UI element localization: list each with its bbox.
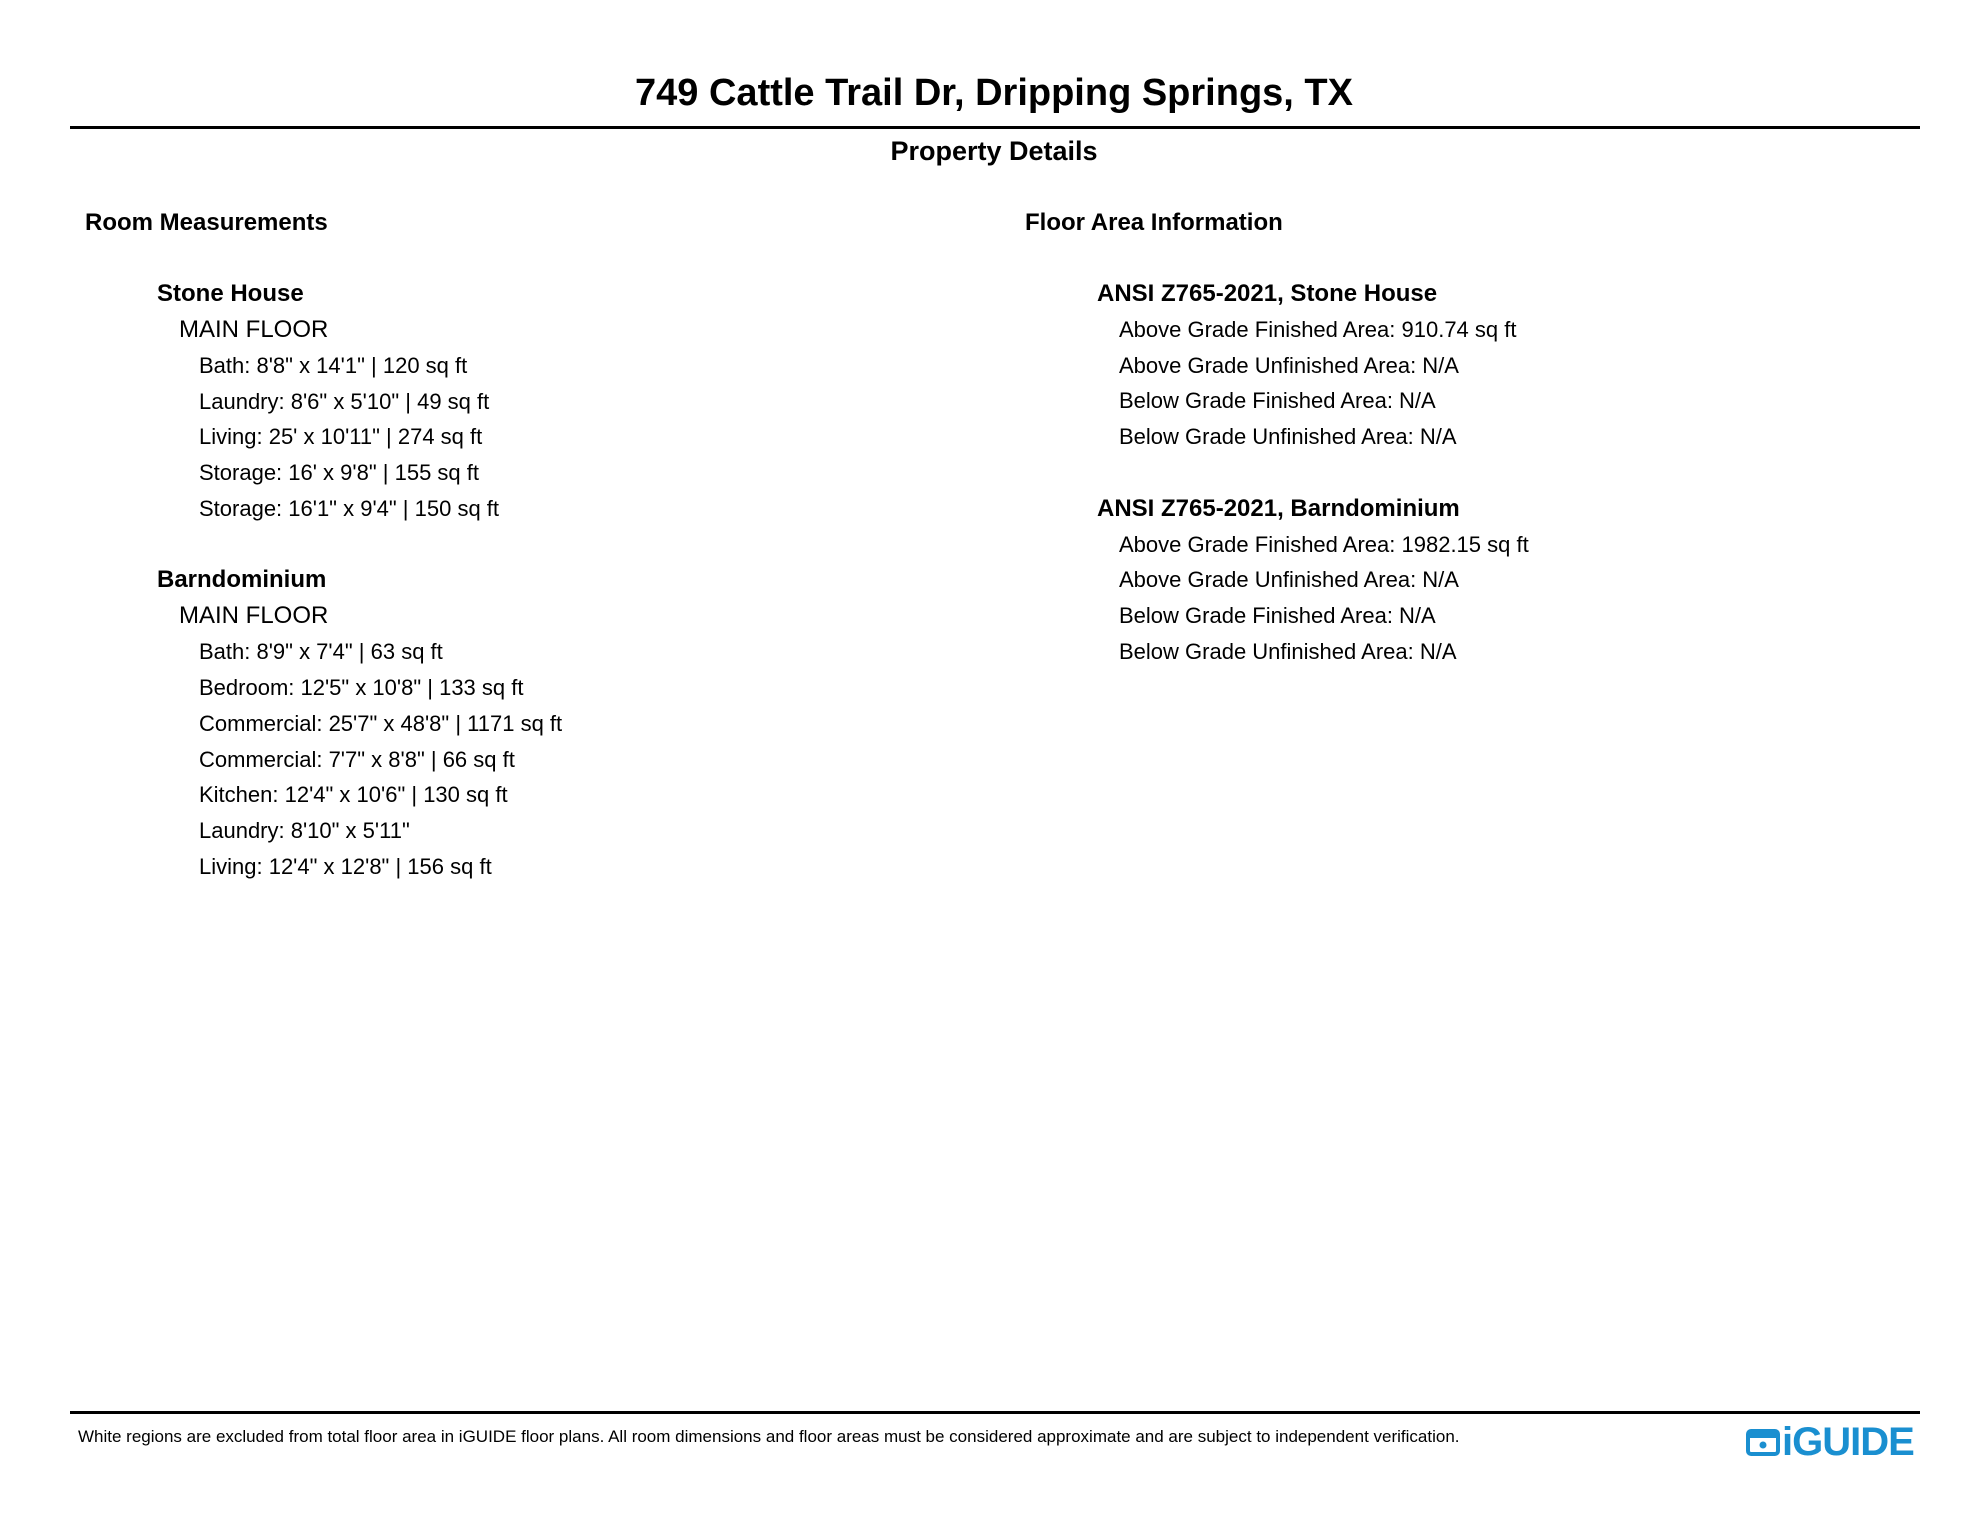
ansi-group-heading: ANSI Z765-2021, Stone House — [1097, 280, 1438, 307]
room-row: Storage: 16'1" x 9'4" | 150 sq ft — [199, 495, 500, 521]
floor-area-section — [1025, 206, 1529, 706]
room-list — [85, 348, 562, 526]
area-list — [1025, 312, 1529, 455]
area-row: Below Grade Unfinished Area: N/A — [1119, 424, 1457, 450]
room-row: Bath: 8'9" x 7'4" | 63 sq ft — [199, 639, 443, 665]
building-name: Stone House — [157, 280, 304, 307]
floor-label: MAIN FLOOR — [179, 316, 329, 343]
footer-divider — [70, 1411, 1920, 1414]
room-row: Commercial: 25'7" x 48'8" | 1171 sq ft — [199, 710, 563, 736]
page-title: 749 Cattle Trail Dr, Dripping Springs, TX — [635, 72, 1353, 114]
room-list — [85, 634, 562, 884]
area-row: Above Grade Unfinished Area: N/A — [1119, 352, 1459, 378]
page-subtitle: Property Details — [890, 136, 1098, 166]
building-group-barndominium — [85, 562, 562, 884]
footer-disclaimer: White regions are excluded from total floor area in iGUIDE floor plans. All room dimensions and floor areas must be considered approximate and are subject to independent verification. — [78, 1427, 1460, 1446]
room-row: Laundry: 8'10" x 5'11" — [199, 817, 410, 843]
area-row: Below Grade Finished Area: N/A — [1119, 603, 1436, 629]
room-row: Bedroom: 12'5" x 10'8" | 133 sq ft — [199, 675, 524, 701]
floor-area-heading: Floor Area Information — [1025, 209, 1283, 236]
logo-text: iGUIDE — [1782, 1420, 1914, 1464]
area-row: Below Grade Finished Area: N/A — [1119, 388, 1436, 414]
room-row: Bath: 8'8" x 14'1" | 120 sq ft — [199, 353, 468, 378]
ansi-group-heading: ANSI Z765-2021, Barndominium — [1097, 494, 1460, 522]
room-row: Laundry: 8'6" x 5'10" | 49 sq ft — [199, 388, 490, 414]
building-name: Barndominium — [157, 566, 327, 594]
room-measurements-section — [85, 206, 562, 920]
room-row: Kitchen: 12'4" x 10'6" | 130 sq ft — [199, 782, 508, 808]
ansi-group-stone-house — [1025, 276, 1529, 455]
area-row: Above Grade Finished Area: 910.74 sq ft — [1119, 317, 1517, 342]
building-group-stone-house — [85, 276, 562, 526]
area-list — [1025, 527, 1529, 670]
ansi-group-barndominium — [1025, 491, 1529, 670]
room-row: Living: 25' x 10'11" | 274 sq ft — [199, 424, 483, 450]
iguide-logo — [1746, 1420, 1914, 1464]
room-measurements-heading: Room Measurements — [85, 209, 328, 236]
room-row: Commercial: 7'7" x 8'8" | 66 sq ft — [199, 746, 515, 772]
floor-label: MAIN FLOOR — [179, 602, 329, 630]
area-row: Below Grade Unfinished Area: N/A — [1119, 638, 1457, 664]
room-row: Living: 12'4" x 12'8" | 156 sq ft — [199, 853, 492, 879]
room-row: Storage: 16' x 9'8" | 155 sq ft — [199, 460, 479, 486]
area-row: Above Grade Unfinished Area: N/A — [1119, 567, 1459, 593]
header-divider — [70, 126, 1920, 129]
area-row: Above Grade Finished Area: 1982.15 sq ft — [1119, 531, 1529, 557]
iguide-logo-icon — [1746, 1427, 1780, 1457]
